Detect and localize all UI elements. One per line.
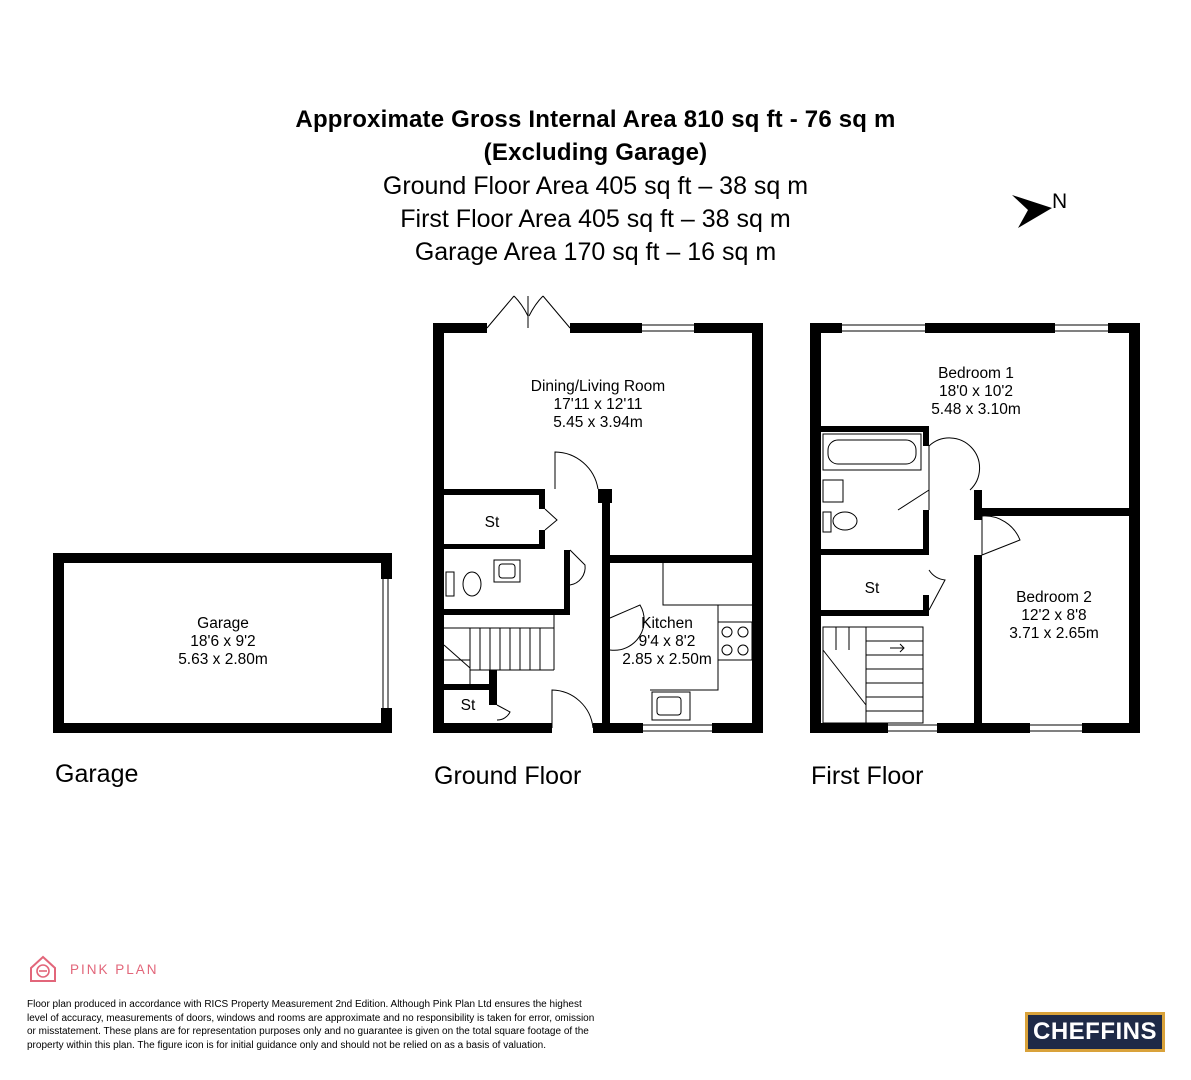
house-logo-icon <box>28 954 58 984</box>
room-imperial: 9'4 x 8'2 <box>638 633 696 650</box>
room-store-ground-1: St <box>484 514 500 531</box>
pink-plan-logo <box>28 954 228 986</box>
room-metric: 2.85 x 2.50m <box>622 651 712 668</box>
compass-label: N <box>1052 190 1068 213</box>
room-store-ground-2: St <box>460 697 476 714</box>
room-metric: 5.45 x 3.94m <box>553 414 643 431</box>
disclaimer-line: level of accuracy, measurements of doors, windows and rooms are approximate and no responsibility is taken for error, omission <box>27 1012 595 1024</box>
room-garage <box>123 615 323 669</box>
cheffins-logo: CHEFFINS <box>1025 1012 1165 1052</box>
room-imperial: 12'2 x 8'8 <box>1021 607 1087 624</box>
room-metric: 3.71 x 2.65m <box>1009 625 1099 642</box>
disclaimer <box>27 998 727 1052</box>
garage-area: Garage Area 170 sq ft – 16 sq m <box>414 238 777 266</box>
room-imperial: 18'0 x 10'2 <box>938 383 1013 400</box>
room-bedroom-2 <box>984 589 1124 643</box>
room-name: Bedroom 1 <box>938 365 1014 382</box>
floor-label-garage: Garage <box>55 760 139 788</box>
room-name: Garage <box>197 615 249 632</box>
brand-name: PINK PLAN <box>70 962 159 977</box>
room-store-first: St <box>864 580 880 597</box>
area-title: Approximate Gross Internal Area 810 sq ft - 76 sq m <box>295 106 896 133</box>
room-name: Kitchen <box>641 615 693 632</box>
room-dining-living <box>498 378 698 432</box>
room-name: Bedroom 2 <box>1016 589 1092 606</box>
first-floor-area: First Floor Area 405 sq ft – 38 sq m <box>400 205 791 233</box>
room-bedroom-1 <box>876 365 1076 419</box>
garage-door <box>383 579 388 708</box>
room-imperial: 18'6 x 9'2 <box>190 633 256 650</box>
room-imperial: 17'11 x 12'11 <box>553 396 643 413</box>
room-metric: 5.63 x 2.80m <box>178 651 268 668</box>
ground-floor-area: Ground Floor Area 405 sq ft – 38 sq m <box>382 172 809 200</box>
floor-label-first: First Floor <box>811 762 924 790</box>
disclaimer-line: Floor plan produced in accordance with RICS Property Measurement 2nd Edition. Although Pink Plan Ltd ensures the highest <box>27 999 582 1010</box>
floor-label-ground: Ground Floor <box>434 762 582 790</box>
area-subtitle: (Excluding Garage) <box>483 139 708 166</box>
room-name: Dining/Living Room <box>530 378 666 395</box>
disclaimer-line: property within this plan. The figure icon is for initial guidance only and should not be relied on as a basis of valuation. <box>27 1039 547 1051</box>
room-kitchen <box>607 615 727 669</box>
room-metric: 5.48 x 3.10m <box>931 401 1021 418</box>
disclaimer-line: or misstatement. These plans are for representation purposes only and no guarantee is given on the total square footage of the <box>27 1026 589 1038</box>
